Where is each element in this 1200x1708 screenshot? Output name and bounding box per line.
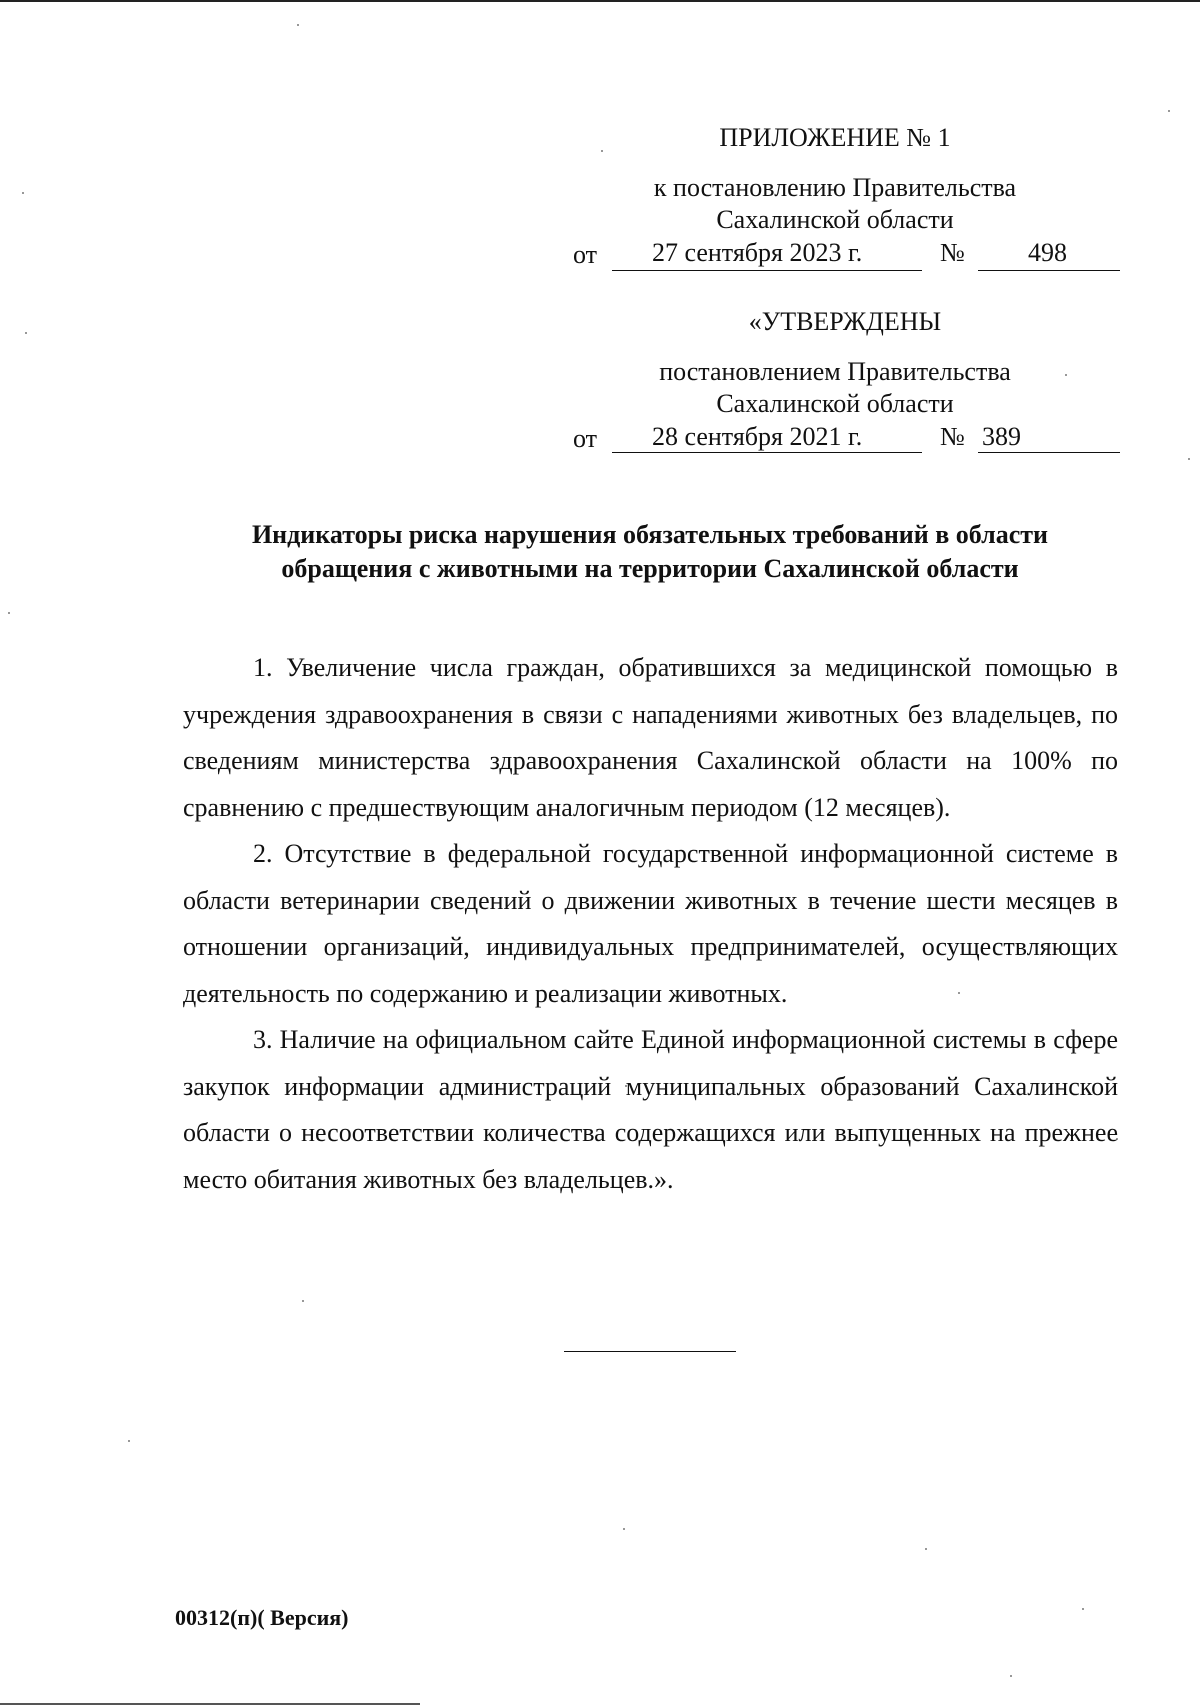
scan-edge-bottom	[0, 1703, 420, 1705]
scan-speck	[1082, 1608, 1084, 1610]
scan-speck	[1168, 110, 1170, 112]
scan-speck	[25, 332, 27, 334]
document-body	[183, 645, 1118, 1203]
approved-region-line: Сахалинской области	[716, 389, 954, 418]
scan-speck	[601, 150, 603, 152]
scan-speck	[1188, 458, 1190, 460]
document-title-line-1: Индикаторы риска нарушения обязательных требований в области	[251, 520, 1049, 549]
document-version-code: 00312(п)( Версия)	[175, 1605, 349, 1630]
risk-indicator-item-1: 1. Увеличение числа граждан, обратившихся за медицинской помощью в учреждения здравоохранения в связи с нападениями животных без владельцев, по сведениям министерства здравоохранения Сахалинской области на 100% по сравнению с предшествующим аналогичным периодом (12 месяцев).	[183, 653, 1118, 822]
appendix-date: 27 сентября 2023 г.	[652, 238, 863, 267]
document-title	[180, 518, 1120, 586]
approved-by-decree-line: постановлением Правительства	[659, 357, 1011, 386]
scan-edge-top	[0, 0, 1200, 2]
scan-speck	[128, 1440, 130, 1442]
appendix-date-underline	[612, 270, 922, 271]
scan-speck	[22, 192, 24, 194]
scan-speck	[1065, 374, 1067, 376]
appendix-number: 498	[1028, 238, 1067, 267]
appendix-number-label: №	[940, 238, 965, 267]
approved-date-underline	[612, 452, 922, 453]
document-title-line-2: обращения с животными на территории Сахалинской области	[281, 554, 1019, 583]
approved-number: 389	[982, 422, 1021, 451]
appendix-number-underline	[978, 270, 1120, 271]
scan-speck	[1010, 1675, 1012, 1677]
scan-speck	[623, 1528, 625, 1530]
appendix-to-decree-line: к постановлению Правительства	[653, 173, 1017, 202]
approved-number-label: №	[940, 422, 965, 451]
appendix-label: ПРИЛОЖЕНИЕ № 1	[719, 123, 951, 152]
scan-speck	[925, 1548, 927, 1550]
approved-from-label: от	[573, 424, 598, 453]
approved-number-underline	[978, 452, 1120, 453]
scan-speck	[297, 24, 299, 26]
appendix-from-label: от	[573, 240, 598, 269]
scan-speck	[302, 1300, 304, 1302]
approved-label: «УТВЕРЖДЕНЫ	[748, 307, 942, 336]
scan-speck	[8, 612, 10, 614]
risk-indicator-item-3: 3. Наличие на официальном сайте Единой информационной системы в сфере закупок информации администраций муниципальных образований Сахалинской области о несоответствии количества содержащихся или выпущенных на прежнее место обитания животных без владельцев.».	[183, 1025, 1118, 1194]
appendix-region-line: Сахалинской области	[716, 205, 954, 234]
approved-date: 28 сентября 2021 г.	[652, 422, 863, 451]
end-of-document-line	[564, 1351, 736, 1352]
risk-indicator-item-2: 2. Отсутствие в федеральной государственной информационной системе в области ветеринарии сведений о движении животных в течение шести месяцев в отношении организаций, индивидуальных предпринимателей, осуществляющих деятельность по содержанию и реализации животных.	[183, 839, 1118, 1008]
